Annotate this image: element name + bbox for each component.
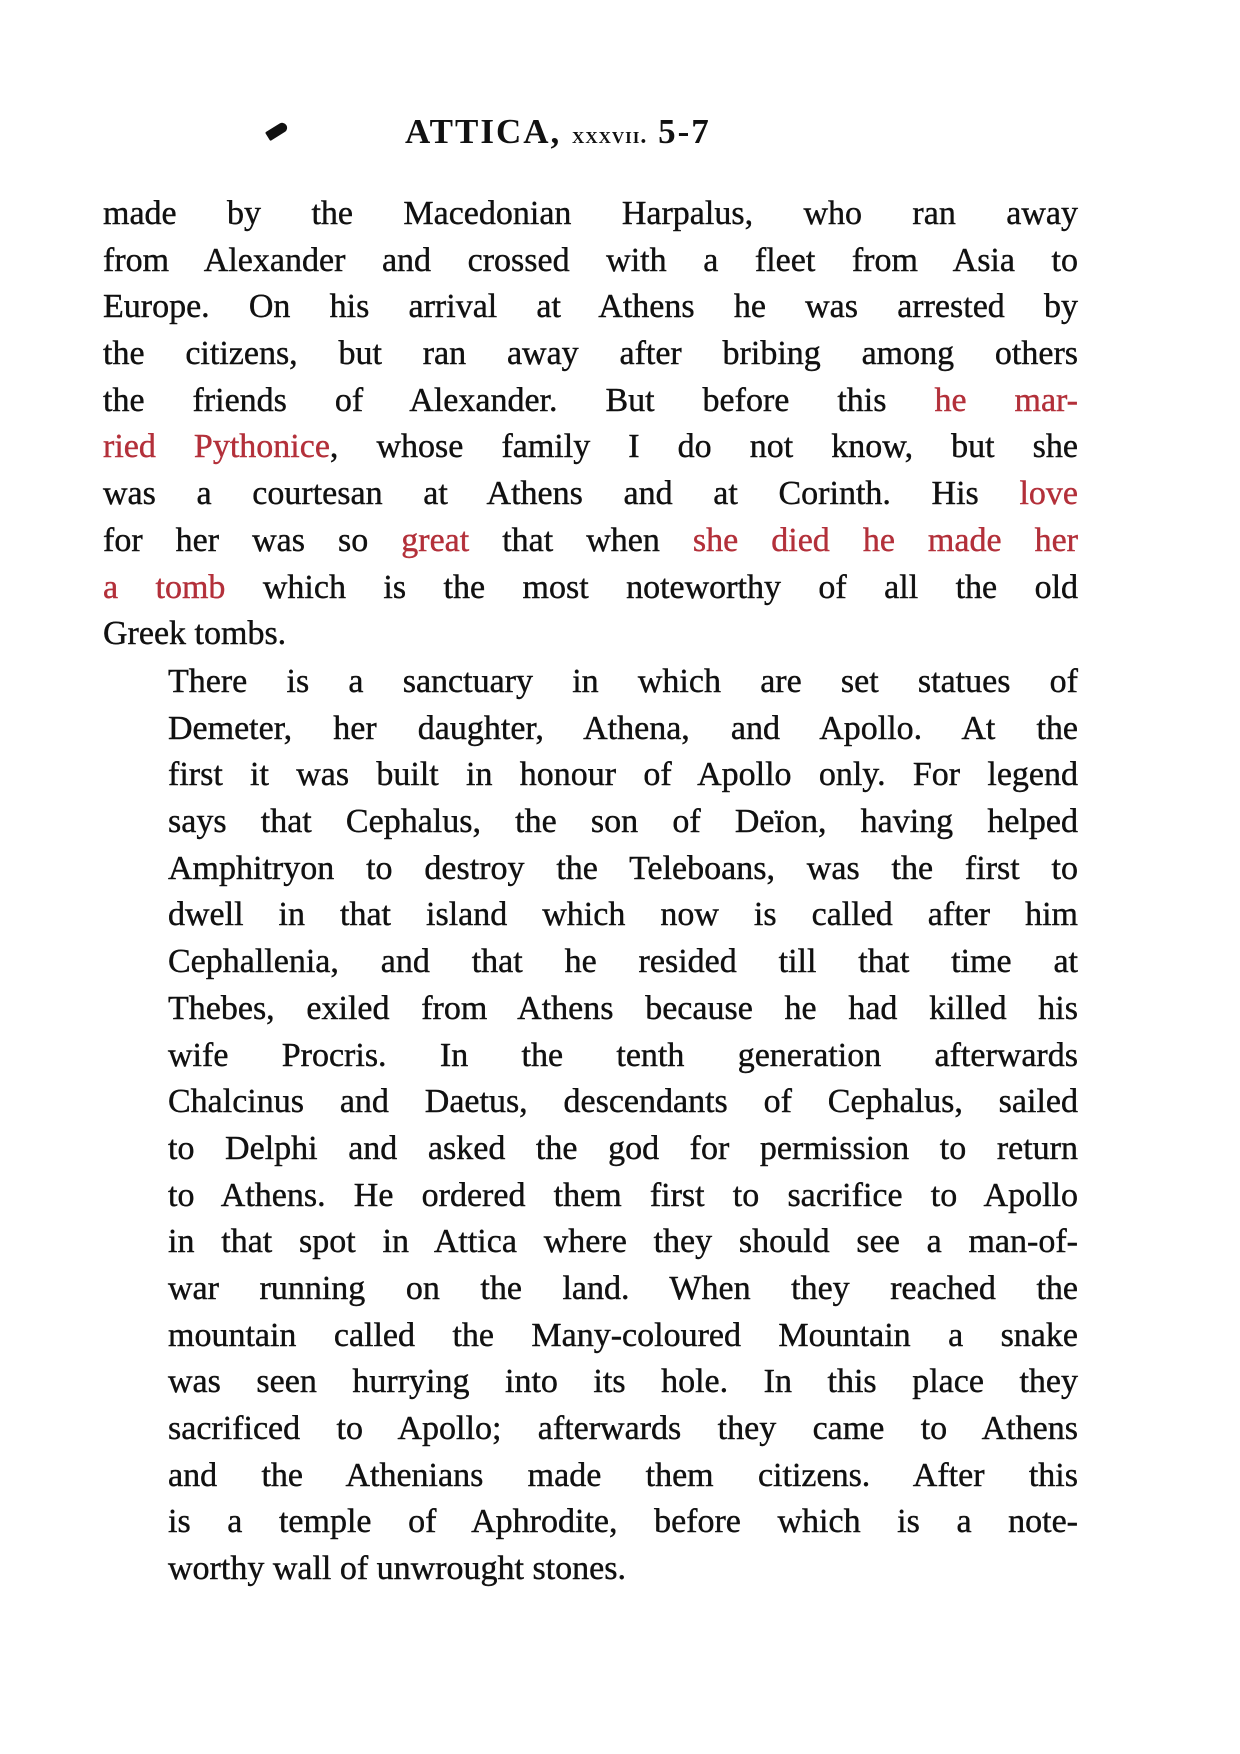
text-run: that when — [469, 521, 693, 559]
text-line: Demeter, her daughter, Athena, and Apollo. At the — [168, 709, 1078, 747]
text-line — [103, 518, 1078, 565]
text-line: and the Athenians made them citizens. After this — [168, 1456, 1078, 1494]
text-run: was a courtesan at Athens and at Corinth. His — [103, 475, 1020, 513]
text-line: Cephallenia, and that he resided till that time at — [168, 943, 1078, 981]
text-run: for her was so — [103, 521, 402, 559]
heading-title: ATTICA, — [405, 112, 562, 151]
text-line: was seen hurrying into its hole. In this place they — [168, 1363, 1078, 1401]
text-line: first it was built in honour of Apollo only. For legend — [168, 756, 1078, 794]
highlighted-text: a tomb — [103, 568, 226, 606]
text-run: the citizens, but ran away after bribing among others — [103, 335, 1078, 373]
heading-sections: 5-7 — [658, 112, 711, 151]
text-line: war running on the land. When they reached the — [168, 1269, 1078, 1307]
text-line: in that spot in Attica where they should see a man-of- — [168, 1223, 1078, 1261]
text-line: Chalcinus and Daetus, descendants of Cephalus, sailed — [168, 1083, 1078, 1121]
text-line — [103, 284, 1078, 331]
highlighted-text: ried Pythonice — [103, 428, 330, 466]
ink-mark — [265, 121, 289, 141]
text-line — [103, 238, 1078, 285]
paragraph-sanctuary — [128, 659, 1078, 1593]
text-run: Europe. On his arrival at Athens he was arrested by — [103, 288, 1078, 326]
text-run: made by the Macedonian Harpalus, who ran away — [103, 195, 1078, 232]
text-line — [103, 191, 1078, 238]
text-line: mountain called the Many-coloured Mountain a snake — [168, 1316, 1078, 1354]
text-line — [103, 424, 1078, 471]
text-line: says that Cephalus, the son of Deïon, having helped — [168, 803, 1078, 841]
text-run: , whose family I do not know, but she — [329, 428, 1079, 466]
text-line — [103, 611, 1078, 658]
text-line: sacrificed to Apollo; afterwards they came to Athens — [168, 1410, 1078, 1447]
text-line: wife Procris. In the tenth generation afterwards — [168, 1036, 1078, 1074]
paragraph-harpalus — [103, 191, 1078, 658]
text-run: the friends of Alexander. But before this — [103, 381, 935, 419]
text-run: from Alexander and crossed with a fleet from Asia to — [103, 241, 1078, 279]
text-line — [103, 471, 1078, 518]
text-line — [103, 378, 1078, 425]
text-line: worthy wall of unwrought stones. — [168, 1550, 627, 1588]
text-line: Thebes, exiled from Athens because he had killed his — [168, 989, 1078, 1027]
highlighted-text: great — [401, 521, 470, 559]
heading-chapter: xxxvii. — [572, 123, 648, 149]
text-run: which is the most noteworthy of all the old — [225, 568, 1079, 606]
text-line: is a temple of Aphrodite, before which is a note- — [168, 1503, 1078, 1541]
highlighted-text: he mar- — [934, 381, 1078, 419]
text-line: There is a sanctuary in which are set statues of — [168, 663, 1078, 700]
running-header — [0, 112, 1240, 162]
text-line: to Delphi and asked the god for permission to return — [168, 1129, 1078, 1167]
text-line: to Athens. He ordered them first to sacrifice to Apollo — [168, 1176, 1078, 1214]
text-line: Amphitryon to destroy the Teleboans, was the first to — [168, 849, 1078, 887]
page-heading — [405, 112, 711, 152]
text-line — [103, 565, 1078, 612]
highlighted-text: she died he made her — [692, 521, 1078, 559]
highlighted-text: love — [1019, 475, 1078, 513]
text-run: Greek tombs. — [103, 615, 287, 653]
text-line: dwell in that island which now is called after him — [168, 896, 1078, 934]
text-line — [103, 331, 1078, 378]
